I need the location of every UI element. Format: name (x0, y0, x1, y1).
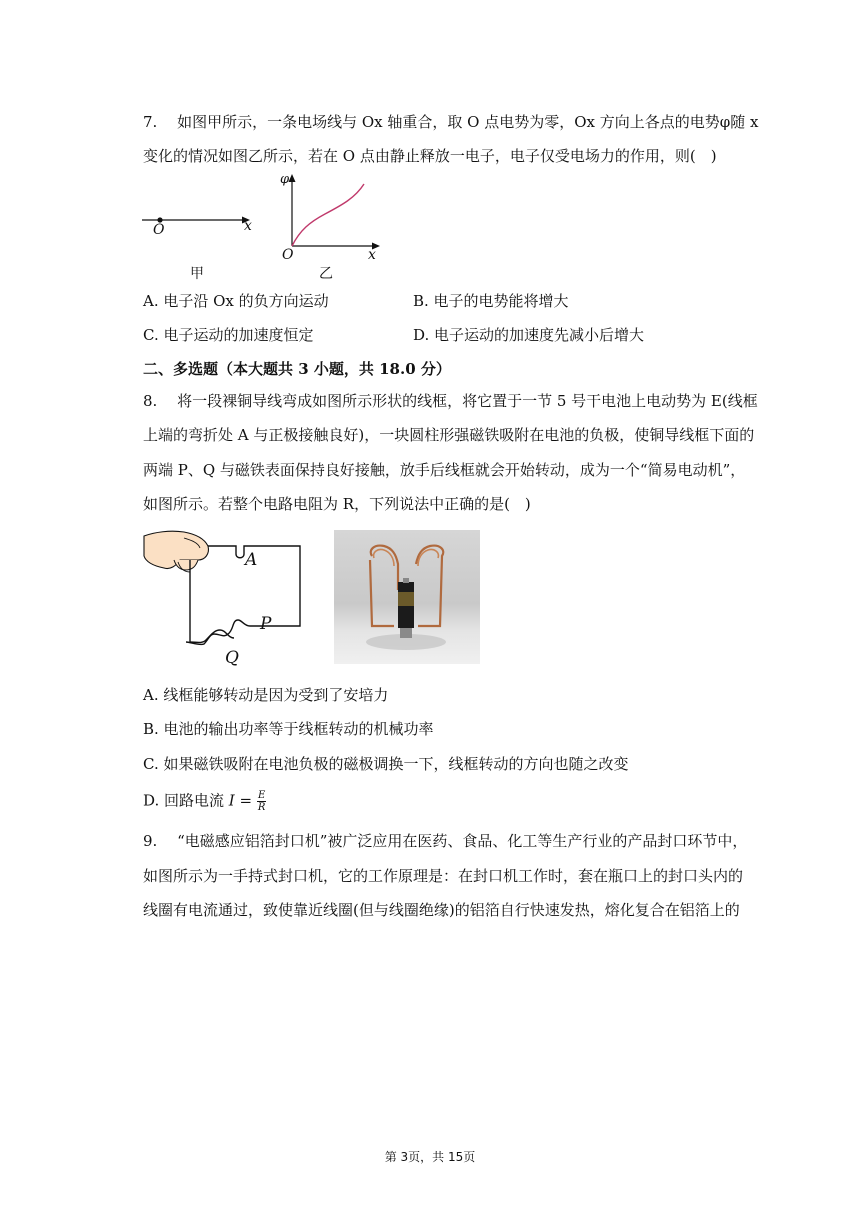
q8-option-d-eq: = (234, 791, 257, 810)
q8-stem-line2: 上端的弯折处 A 与正极接触良好)，一块圆柱形强磁铁吸附在电池的负极，使铜导线框下面的 (143, 426, 755, 444)
q7-option-d: D. 电子运动的加速度先减小后增大 (413, 326, 645, 344)
yi-origin-label: O (282, 247, 294, 263)
q8-stem-line3: 两端 P、Q 与磁铁表面保持良好接触，放手后线框就会开始转动，成为一个“简易电动机”， (143, 461, 746, 479)
page-footer: 第 3页，共 15页 (384, 1150, 476, 1164)
yi-caption: 乙 (319, 266, 333, 282)
wire-frame-left (190, 560, 234, 643)
q7-figure-yi (280, 170, 390, 255)
q9-stem-line3: 线圈有电流通过，致使靠近线圈(但与线圈绝缘)的铝箔自行快速发热，熔化复合在铝箔上的 (143, 901, 740, 919)
q7-stem-line2: 变化的情况如图乙所示，若在 O 点由静止释放一电子，电子仅受电场力的作用，则( ) (143, 147, 717, 165)
label-q: Q (225, 648, 239, 668)
formula-numerator: E (257, 790, 266, 801)
photo-drawing (334, 530, 480, 664)
jia-caption: 甲 (190, 266, 204, 282)
yi-phi-label: φ (280, 172, 290, 187)
q7-option-c: C. 电子运动的加速度恒定 (143, 326, 314, 344)
q8-option-b: B. 电池的输出功率等于线框转动的机械功率 (143, 720, 434, 738)
label-a: A (245, 550, 258, 570)
q8-option-a: A. 线框能够转动是因为受到了安培力 (143, 686, 389, 704)
q9-stem-line2: 如图所示为一手持式封口机，它的工作原理是：在封口机工作时，套在瓶口上的封口头内的 (143, 867, 744, 885)
current-formula (257, 790, 267, 813)
label-p: P (260, 614, 272, 634)
q8-stem-line1: 8. 将一段裸铜导线弯成如图所示形状的线框，将它置于一节 5 号干电池上电动势为 E(线框 (143, 392, 758, 410)
section-heading-multiple-choice: 二、多选题（本大题共 3 小题，共 18.0 分） (143, 360, 451, 378)
q7-option-a: A. 电子沿 Ox 的负方向运动 (143, 292, 329, 310)
q8-stem-line4: 如图所示。若整个电路电阻为 R，下列说法中正确的是( ) (143, 495, 531, 513)
q8-option-d-var: I (228, 791, 235, 810)
yi-x-label: x (368, 247, 376, 263)
yi-y-arrow-icon (289, 174, 296, 182)
q8-option-d-text: D. 回路电流 (143, 791, 229, 810)
formula-denominator: R (257, 802, 266, 813)
q7-stem-line1: 7. 如图甲所示，一条电场线与 Ox 轴重合，取 O 点电势为零，Ox 方向上各点的电势φ随 x (143, 113, 759, 131)
q8-option-c: C. 如果磁铁吸附在电池负极的磁极调换一下，线框转动的方向也随之改变 (143, 755, 629, 773)
q9-stem-line1: 9. “电磁感应铝箔封口机”被广泛应用在医药、食品、化工等生产行业的产品封口环节中， (143, 832, 748, 850)
simple-motor-photo (334, 530, 480, 664)
jia-origin-label: O (153, 222, 165, 238)
jia-x-label: x (244, 218, 252, 234)
wire-frame-right (186, 546, 300, 645)
q7-option-b: B. 电子的电势能将增大 (413, 292, 569, 310)
yi-potential-curve (292, 184, 364, 246)
q8-option-d (143, 790, 266, 813)
